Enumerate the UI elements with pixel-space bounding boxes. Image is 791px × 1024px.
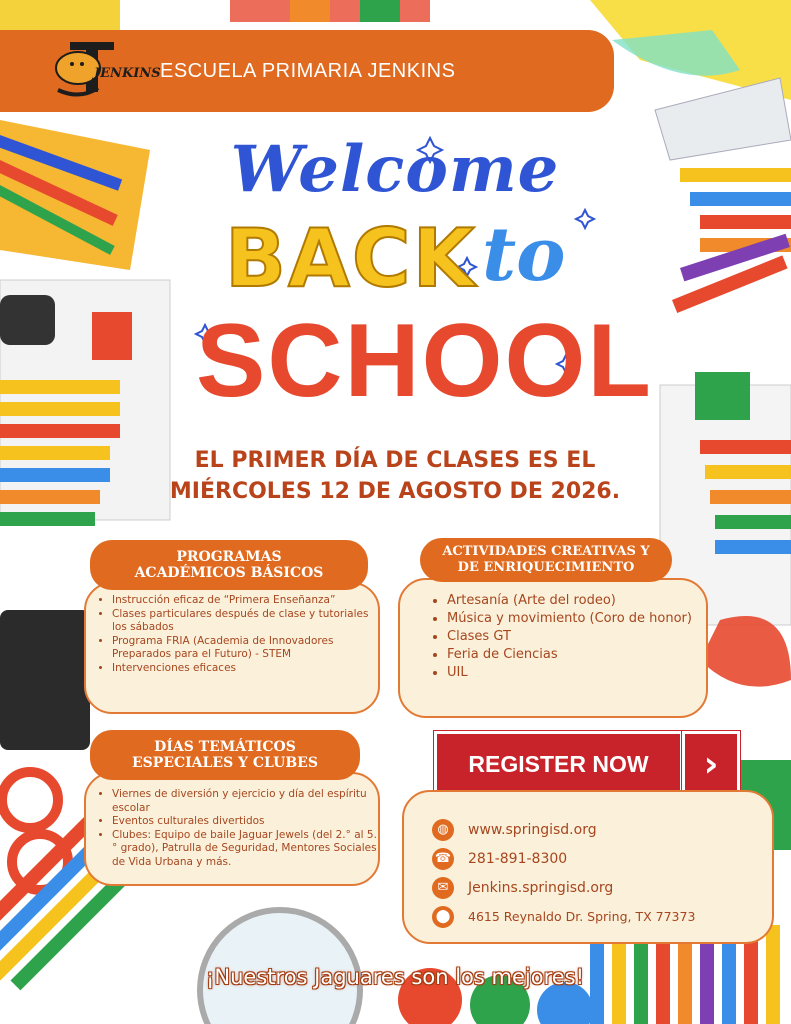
mail-icon: ✉ — [432, 877, 454, 899]
title-to: to — [482, 212, 566, 298]
themed-days-list — [98, 788, 380, 869]
jaguar-logo-icon — [50, 40, 161, 102]
list-item: • Artesanía (Arte del rodeo) — [447, 592, 697, 610]
phone-number[interactable]: 281-891-8300 — [468, 850, 568, 867]
pencil-yellow — [680, 168, 791, 182]
website-link[interactable]: www.springisd.org — [468, 821, 597, 838]
list-item: • Clases GT — [447, 628, 697, 646]
sharpener — [92, 312, 132, 360]
title-welcome: Welcome — [230, 132, 560, 207]
footer-slogan: ¡Nuestros Jaguares son los mejores! — [205, 965, 585, 989]
first-day-announcement — [100, 445, 690, 507]
globe-icon: ◍ — [432, 819, 454, 841]
title-school: SCHOOL — [196, 303, 653, 419]
contact-address — [432, 902, 762, 931]
ruler — [655, 78, 791, 160]
list-item: • Clases particulares después de clase y tutoriales los sábados — [112, 608, 378, 635]
green-sharpener — [695, 372, 750, 420]
calculator — [0, 610, 90, 750]
contact-website — [432, 815, 762, 844]
list-item: • Eventos culturales divertidos — [112, 815, 380, 829]
themed-days-title: DÍAS TEMÁTICOS ESPECIALES Y CLUBES — [90, 730, 360, 780]
creative-activities-title: ACTIVIDADES CREATIVAS Y DE ENRIQUECIMIENTO — [420, 538, 672, 582]
academic-programs-list — [98, 594, 378, 675]
creative-activities-list — [433, 592, 697, 682]
top-left-supplies — [0, 0, 120, 30]
contact-list — [432, 815, 762, 931]
school-name: ESCUELA PRIMARIA JENKINS — [160, 60, 456, 82]
email-link[interactable]: Jenkins.springisd.org — [468, 879, 614, 896]
announcement-line2: MIÉRCOLES 12 DE AGOSTO DE 2026. — [169, 479, 621, 504]
announcement-line1: EL PRIMER DÍA DE CLASES ES EL — [194, 448, 596, 473]
location-pin-icon: ⬤ — [432, 906, 454, 928]
phone-icon: ☎ — [432, 848, 454, 870]
stapler — [0, 295, 55, 345]
scissors-handle — [2, 772, 58, 828]
list-item: • Intervenciones eficaces — [112, 662, 378, 676]
title-back: BACK — [225, 212, 477, 305]
contact-phone — [432, 844, 762, 873]
chevron-right-icon[interactable]: › — [682, 731, 740, 797]
list-item: • Viernes de diversión y ejercicio y día del espíritu escolar — [112, 788, 380, 815]
list-item: • Feria de Ciencias — [447, 646, 697, 664]
contact-email — [432, 873, 762, 902]
address: 4615 Reynaldo Dr. Spring, TX 77373 — [468, 909, 696, 924]
logo-text: JENKINS — [94, 66, 161, 81]
register-now-button[interactable]: REGISTER NOW — [434, 731, 683, 797]
academic-programs-title: PROGRAMAS ACADÉMICOS BÁSICOS — [90, 540, 368, 590]
list-item: • Clubes: Equipo de baile Jaguar Jewels (del 2.° al 5.° grado), Patrulla de Seguridad, Mentores Sociales de Vida Urbana y más. — [112, 829, 380, 870]
list-item: • UIL — [447, 664, 697, 682]
scissors — [700, 616, 791, 687]
list-item: • Instrucción eficaz de “Primera Enseñanza” — [112, 594, 378, 608]
list-item: • Música y movimiento (Coro de honor) — [447, 610, 697, 628]
list-item: • Programa FRIA (Academia de Innovadores Preparados para el Futuro) - STEM — [112, 635, 378, 662]
